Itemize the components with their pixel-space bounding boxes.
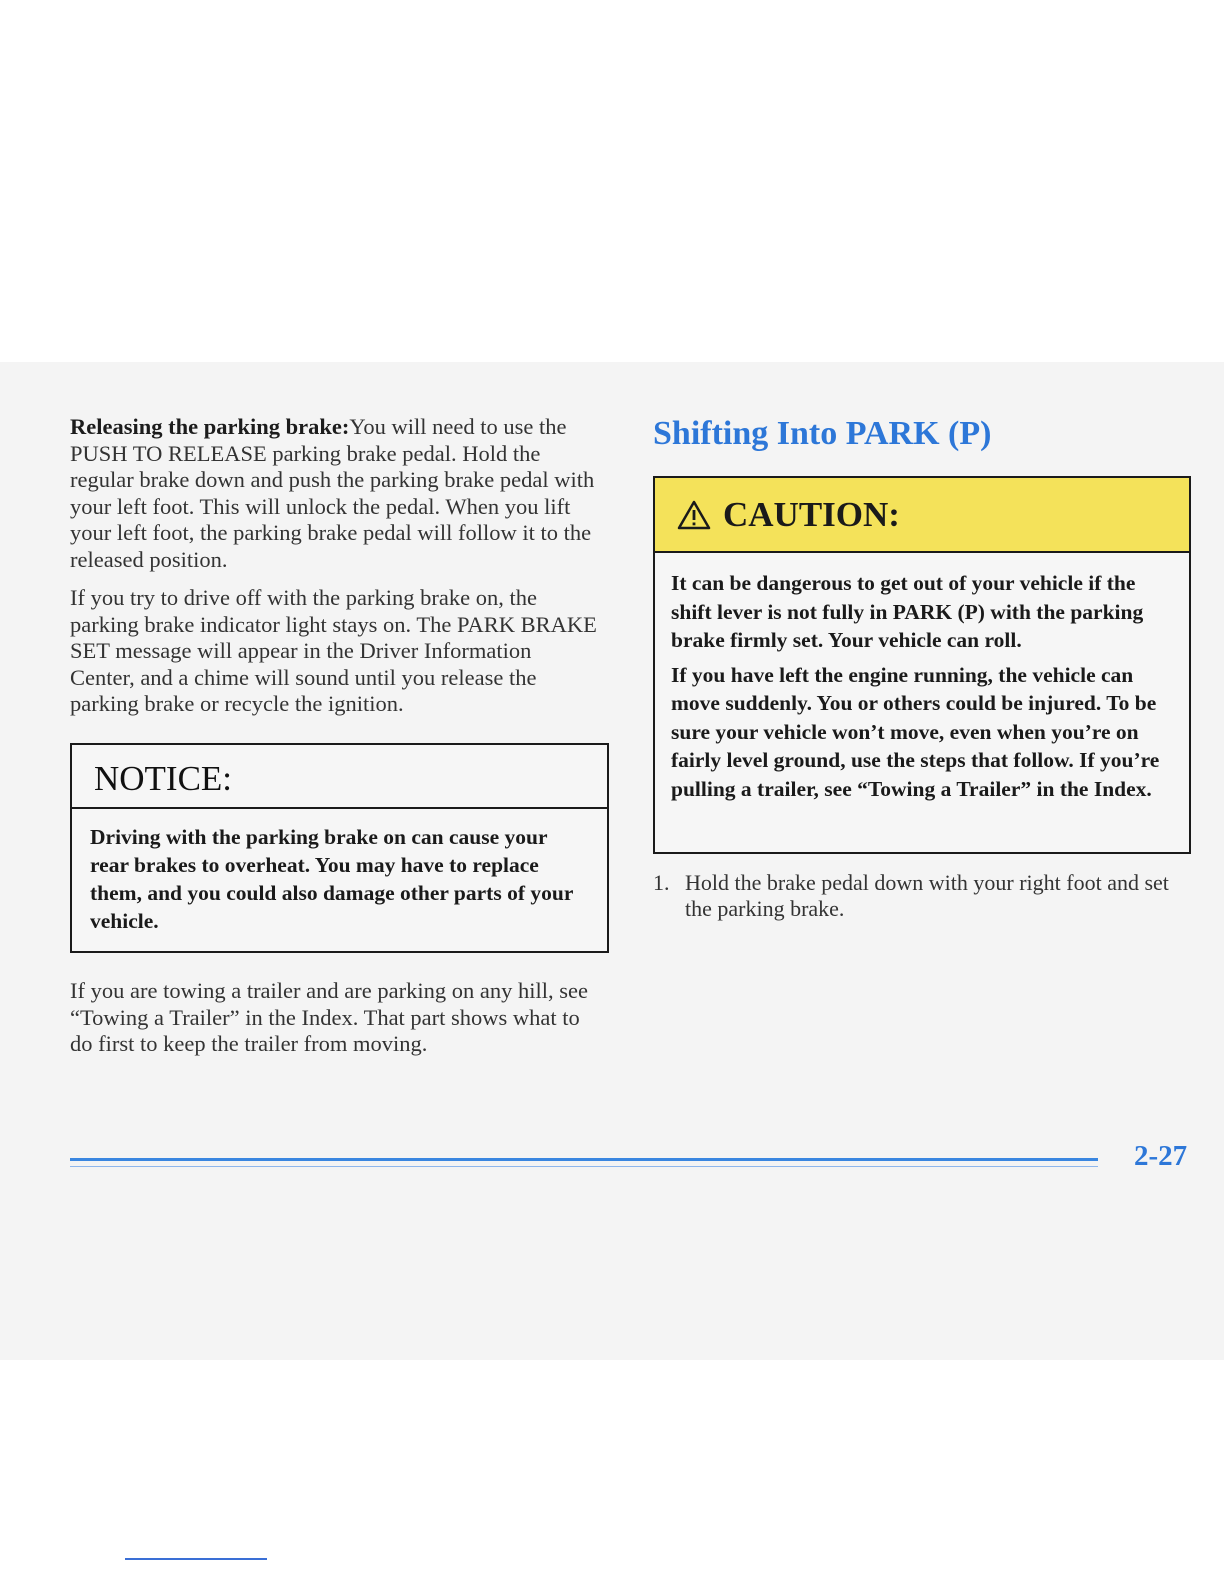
divider [125,1558,267,1560]
footer-rule [70,1158,1098,1161]
caution-title: CAUTION: [723,494,900,534]
releasing-brake-runin: Releasing the parking brake: [70,414,350,439]
notice-box [70,743,609,953]
notice-text: Driving with the parking brake on can cause your rear brakes to overheat. You may have to replace them, and you could also damage other parts of your vehicle. [90,825,573,933]
caution-paragraph-1: It can be dangerous to get out of your vehicle if the shift lever is not fully in PARK (P) with the parking brake firmly set. Your vehicle can roll. [671,571,1144,652]
warning-triangle-icon [677,500,711,530]
step-number: 1. [653,870,670,895]
caution-box [653,476,1191,854]
footer-rule-thin [70,1166,1098,1167]
page-number: 2-27 [1134,1140,1188,1172]
towing-hill-paragraph: If you are towing a trailer and are parking on any hill, see “Towing a Trailer” in the Index. That part shows what to do first to keep the trailer from moving. [70,978,588,1056]
right-column [653,414,1198,454]
caution-header [655,478,1189,553]
towing-hill-section [70,978,600,1070]
section-heading: Shifting Into PARK (P) [653,415,992,452]
caution-body [655,553,1189,803]
steps-list [653,870,1183,922]
caution-paragraph-2: If you have left the engine running, the vehicle can move suddenly. You or others could be injured. To be sure your vehicle won’t move, even when you’re on fairly level ground, use the steps that follow. If you’re pulling a trailer, see “Towing a Trailer” in the Index. [671,662,1160,801]
releasing-brake-text: You will need to use the PUSH TO RELEASE parking brake pedal. Hold the regular brake down and push the parking brake pedal with your left foot. This will unlock the pedal. When you lift your left foot, the parking brake pedal will follow it to the released position. [70,414,595,572]
releasing-brake-paragraph [70,414,600,573]
step-text: Hold the brake pedal down with your right foot and set the parking brake. [685,870,1169,921]
notice-title: NOTICE: [72,745,607,809]
left-column [70,414,600,730]
drive-off-paragraph: If you try to drive off with the parking brake on, the parking brake indicator light stays on. The PARK BRAKE SET message will appear in the Driver Information Center, and a chime will sound until you release the parking brake or recycle the ignition. [70,585,597,716]
list-item [653,870,1183,922]
